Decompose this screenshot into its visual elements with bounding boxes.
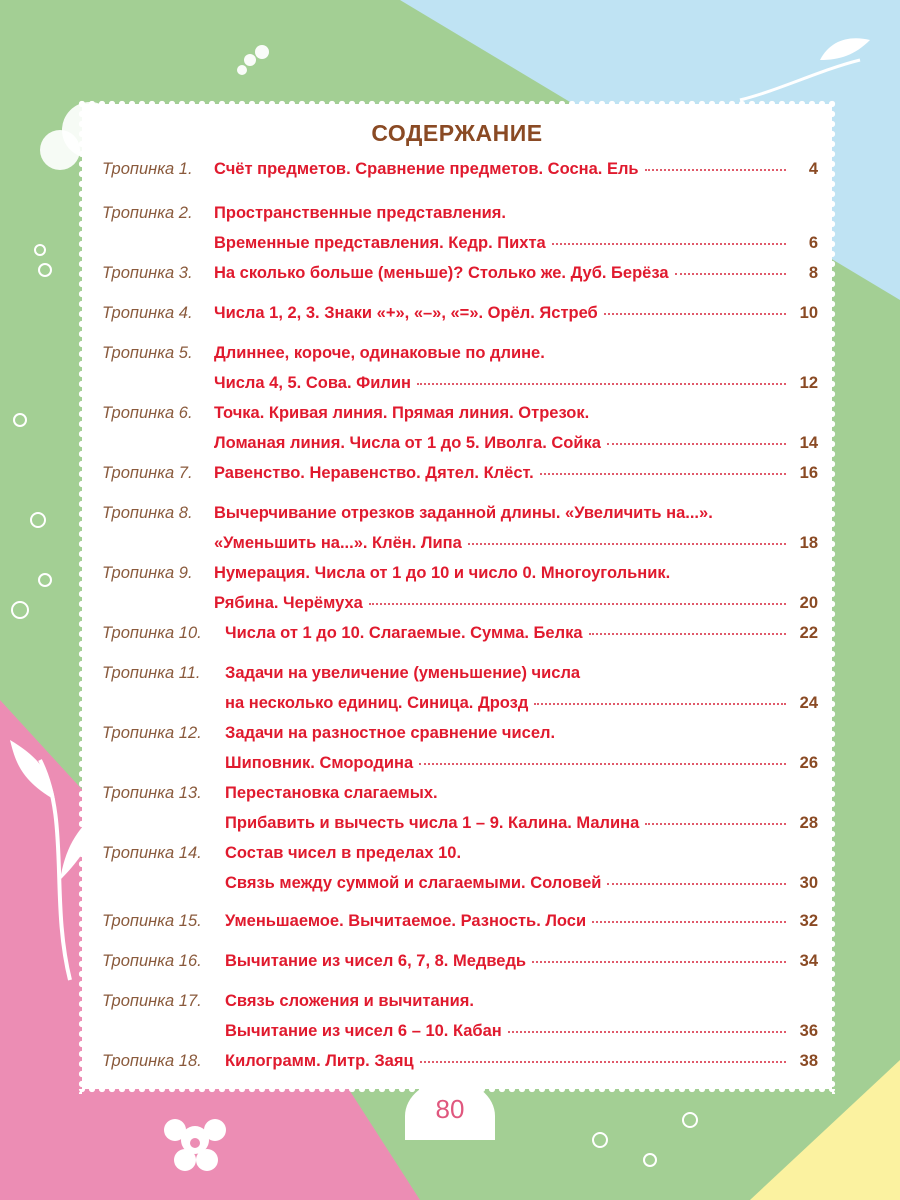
toc-entry-page: 28 xyxy=(799,814,818,832)
toc-entry xyxy=(102,464,818,494)
toc-entry-title: Числа от 1 до 10. Слагаемые. Сумма. Белка xyxy=(225,624,583,642)
toc-entry-title: Вычитание из чисел 6, 7, 8. Медведь xyxy=(225,952,527,970)
toc-entry-title: Состав чисел в пределах 10. xyxy=(225,844,462,862)
toc-entry-title: Числа 1, 2, 3. Знаки «+», «–», «=». Орёл. Ястреб xyxy=(214,304,598,322)
toc-entry-title: Длиннее, короче, одинаковые по длине. xyxy=(214,344,545,362)
dot-leader xyxy=(419,763,786,765)
contents-card xyxy=(82,104,832,1089)
toc-entry-page: 16 xyxy=(799,464,818,482)
toc-entry-label: Тропинка 1. xyxy=(102,160,193,178)
toc-entry xyxy=(102,784,818,844)
toc-entry xyxy=(102,664,818,724)
toc-entry-title: Перестановка слагаемых. xyxy=(225,784,438,802)
toc-entry xyxy=(102,1052,818,1082)
toc-entry-label: Тропинка 17. xyxy=(102,992,202,1010)
toc-entry-label: Тропинка 18. xyxy=(102,1052,202,1070)
toc-entry-page: 4 xyxy=(808,160,818,178)
toc-entry-title: Временные представления. Кедр. Пихта xyxy=(214,234,546,252)
toc-entry-title: Прибавить и вычесть числа 1 – 9. Калина. Малина xyxy=(225,814,640,832)
toc-entry-page: 22 xyxy=(799,624,818,642)
dot-leader xyxy=(468,543,786,545)
toc-entry-page: 30 xyxy=(799,874,818,892)
toc-entry-label: Тропинка 4. xyxy=(102,304,193,322)
toc-entry xyxy=(102,264,818,294)
toc-entry-title: «Уменьшить на...». Клён. Липа xyxy=(214,534,462,552)
toc-entry-title: Рябина. Черёмуха xyxy=(214,594,363,612)
card-edge-right xyxy=(832,99,837,1094)
toc-entry-title: Точка. Кривая линия. Прямая линия. Отрезок. xyxy=(214,404,590,422)
dot-leader xyxy=(508,1031,786,1033)
toc-entry-label: Тропинка 10. xyxy=(102,624,202,642)
dot-leader xyxy=(645,823,786,825)
toc-entry-page: 6 xyxy=(808,234,818,252)
page-title: СОДЕРЖАНИЕ xyxy=(371,120,543,146)
toc-entry-title: Нумерация. Числа от 1 до 10 и число 0. Многоугольник. xyxy=(214,564,671,582)
dot-leader xyxy=(534,703,786,705)
toc-entry-title: Ломаная линия. Числа от 1 до 5. Иволга. Сойка xyxy=(214,434,601,452)
toc-entry xyxy=(102,204,818,264)
toc-entry-title: на несколько единиц. Синица. Дрозд xyxy=(225,694,529,712)
dot-leader xyxy=(589,633,787,635)
toc-entry-page: 10 xyxy=(799,304,818,322)
toc-entry xyxy=(102,952,818,982)
toc-entry-title: Шиповник. Смородина xyxy=(225,754,414,772)
toc-entry-title: Вычитание из чисел 6 – 10. Кабан xyxy=(225,1022,502,1040)
toc-entry xyxy=(102,624,818,654)
toc-entry xyxy=(102,504,818,564)
dot-leader xyxy=(532,961,786,963)
toc-entry-label: Тропинка 3. xyxy=(102,264,193,282)
page-number: 80 xyxy=(435,1094,465,1124)
toc-entry-label: Тропинка 7. xyxy=(102,464,193,482)
toc-entry-title: Килограмм. Литр. Заяц xyxy=(225,1052,414,1070)
toc-entry-page: 26 xyxy=(799,754,818,772)
toc-entry-title: На сколько больше (меньше)? Столько же. Дуб. Берёза xyxy=(214,264,669,282)
toc-entry-label: Тропинка 6. xyxy=(102,404,193,422)
toc-entry-page: 8 xyxy=(808,264,818,282)
toc-entry-label: Тропинка 15. xyxy=(102,912,202,930)
toc-entry-page: 36 xyxy=(799,1022,818,1040)
toc-entry-label: Тропинка 12. xyxy=(102,724,202,742)
toc-entry xyxy=(102,404,818,464)
toc-entry xyxy=(102,344,818,404)
toc-entry-page: 20 xyxy=(799,594,818,612)
toc-entry-title: Счёт предметов. Сравнение предметов. Сосна. Ель xyxy=(214,160,639,178)
toc-entry xyxy=(102,724,818,784)
toc-entry-page: 34 xyxy=(799,952,818,970)
toc-entry-title: Равенство. Неравенство. Дятел. Клёст. xyxy=(214,464,534,482)
dot-leader xyxy=(604,313,786,315)
toc-entry-title: Уменьшаемое. Вычитаемое. Разность. Лоси xyxy=(225,912,587,930)
toc-entry-label: Тропинка 5. xyxy=(102,344,193,362)
toc-entry-title: Пространственные представления. xyxy=(214,204,507,222)
dot-leader xyxy=(607,443,786,445)
toc-entry xyxy=(102,564,818,624)
toc-entry-label: Тропинка 2. xyxy=(102,204,193,222)
dot-leader xyxy=(592,921,786,923)
toc-entry-title: Вычерчивание отрезков заданной длины. «Увеличить на...». xyxy=(214,504,713,522)
toc-entry-label: Тропинка 8. xyxy=(102,504,193,522)
toc-entry-page: 32 xyxy=(799,912,818,930)
toc-entry-page: 38 xyxy=(799,1052,818,1070)
toc-entry-label: Тропинка 13. xyxy=(102,784,202,802)
toc-entry-page: 12 xyxy=(799,374,818,392)
toc-entry-title: Связь сложения и вычитания. xyxy=(225,992,474,1010)
dot-leader xyxy=(369,603,786,605)
toc-entry-page: 14 xyxy=(799,434,818,452)
card-edge-left xyxy=(77,99,82,1094)
dot-leader xyxy=(420,1061,786,1063)
toc-entry xyxy=(102,992,818,1052)
dot-leader xyxy=(540,473,786,475)
dot-leader xyxy=(552,243,786,245)
toc-entry xyxy=(102,160,818,190)
dot-leader xyxy=(645,169,786,171)
dot-leader xyxy=(675,273,786,275)
toc-entry-title: Связь между суммой и слагаемыми. Соловей xyxy=(225,874,602,892)
toc-entry-label: Тропинка 14. xyxy=(102,844,202,862)
toc-entry-page: 18 xyxy=(799,534,818,552)
toc-entry-page: 24 xyxy=(799,694,818,712)
toc-entry-label: Тропинка 9. xyxy=(102,564,193,582)
toc-entry-label: Тропинка 16. xyxy=(102,952,202,970)
toc-entry xyxy=(102,304,818,334)
toc-entry-title: Задачи на увеличение (уменьшение) числа xyxy=(225,664,581,682)
toc-entry xyxy=(102,844,818,904)
toc-entry-title: Задачи на разностное сравнение чисел. xyxy=(225,724,556,742)
toc-entry xyxy=(102,912,818,942)
toc-entry-label: Тропинка 11. xyxy=(102,664,201,682)
dot-leader xyxy=(607,883,786,885)
toc-entry-title: Числа 4, 5. Сова. Филин xyxy=(214,374,411,392)
dot-leader xyxy=(417,383,786,385)
